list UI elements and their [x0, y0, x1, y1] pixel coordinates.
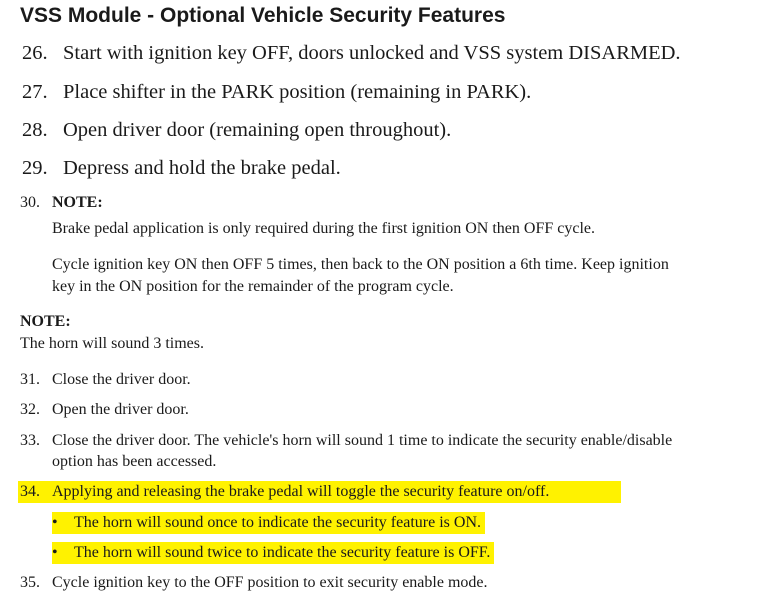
bullet-text: The horn will sound twice to indicate the security feature is OFF.: [74, 544, 491, 561]
note-paragraph-2: [52, 254, 669, 298]
note-label: NOTE:: [20, 313, 71, 330]
bullet-item-off: [52, 542, 494, 564]
step-number: 35.: [20, 574, 40, 591]
step-number: 31.: [20, 371, 40, 388]
note-paragraph-1: Brake pedal application is only required during the first ignition ON then OFF cycle.: [52, 220, 595, 237]
step-text: Cycle ignition key to the OFF position to exit security enable mode.: [52, 574, 488, 591]
bullet-item-on: [52, 512, 485, 534]
bullet-text: The horn will sound once to indicate the security feature is ON.: [74, 514, 481, 531]
bullet-icon: •: [52, 514, 58, 531]
step-text: Applying and releasing the brake pedal will toggle the security feature on/off.: [52, 483, 550, 500]
step-text: Open driver door (remaining open throughout).: [63, 119, 452, 141]
step-number: 32.: [20, 401, 40, 418]
step-number: 28.: [22, 119, 48, 141]
step-27: [22, 81, 531, 104]
step-text: Depress and hold the brake pedal.: [63, 157, 341, 179]
step-28: [22, 119, 451, 142]
step-number: 27.: [22, 81, 48, 103]
note-text: The horn will sound 3 times.: [20, 335, 204, 352]
step-text: Close the driver door. The vehicle's horn will sound 1 time to indicate the security enable/disable: [52, 432, 673, 449]
step-26: [22, 42, 681, 65]
step-33-continuation: option has been accessed.: [52, 453, 217, 470]
step-text: Place shifter in the PARK position (remaining in PARK).: [63, 81, 532, 103]
step-number: 34.: [20, 483, 40, 500]
bullet-icon: •: [52, 544, 58, 561]
step-number: 26.: [22, 42, 48, 64]
step-number: 29.: [22, 157, 48, 179]
note-paragraph-2-line-1: Cycle ignition key ON then OFF 5 times, then back to the ON position a 6th time. Keep ignition: [52, 256, 669, 273]
step-text: Open the driver door.: [52, 401, 189, 418]
step-text: Start with ignition key OFF, doors unlocked and VSS system DISARMED.: [63, 42, 681, 64]
note-paragraph-2-line-2: key in the ON position for the remainder of the program cycle.: [52, 278, 454, 295]
step-text: Close the driver door.: [52, 371, 191, 388]
document-title: VSS Module - Optional Vehicle Security Features: [20, 4, 506, 27]
step-number: 33.: [20, 432, 40, 449]
step-29: [22, 157, 341, 180]
note-label: NOTE:: [52, 194, 103, 211]
step-number: 30.: [20, 194, 40, 211]
